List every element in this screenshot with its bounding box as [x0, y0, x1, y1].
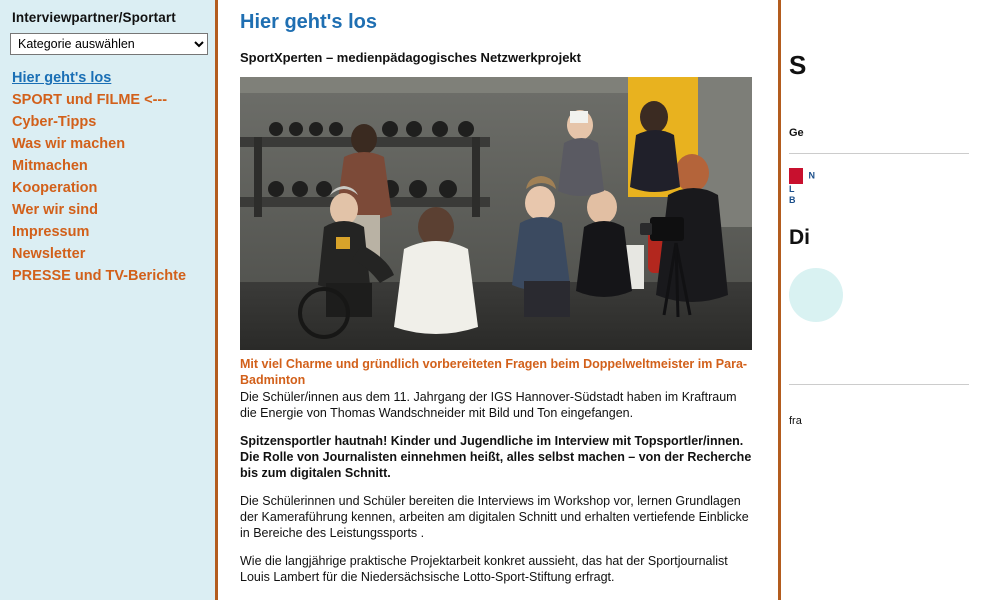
sidebar-link-kooperation[interactable]: Kooperation	[12, 180, 98, 196]
sidebar-link-sport-und-filme[interactable]: SPORT und FILME <---	[12, 92, 168, 108]
sidebar-link-wer-wir-sind[interactable]: Wer wir sind	[12, 202, 98, 218]
article-paragraph-4: Wie die langjährige praktische Projektarbeit konkret aussieht, das hat der Sportjournalist Louis Lambert für die Niedersächsische Lotto-Sport-Stiftung erfragt.	[240, 554, 728, 584]
photo-caption: Mit viel Charme und gründlich vorbereiteten Fragen beim Doppelweltmeister im Para-Badminton	[240, 357, 748, 387]
sidebar-item-mitmachen[interactable]	[12, 157, 205, 175]
logo-swatch-icon	[789, 168, 803, 184]
right-sidebar-footer-text: fra	[789, 415, 802, 427]
project-subheading: SportXperten – medienpädagogisches Netzwerkprojekt	[240, 50, 581, 65]
sidebar-item-was-wir-machen[interactable]	[12, 135, 205, 153]
sidebar-item-newsletter[interactable]	[12, 245, 205, 263]
article-paragraph-2: Spitzensportler hautnah! Kinder und Jugendliche im Interview mit Topsportler/innen. Die Rolle von Journalisten einnehmen heißt, alles selbst machen – von der Recherche bis zum digitalen Schnitt.	[240, 434, 752, 480]
main-content	[218, 0, 778, 600]
right-sidebar	[778, 0, 816, 600]
sidebar-link-impressum[interactable]: Impressum	[12, 224, 90, 240]
logo-line-3: B	[789, 195, 796, 205]
page-title: Hier geht's los	[240, 11, 378, 33]
right-sidebar-subheading: Di	[789, 226, 810, 249]
lotto-sport-stiftung-logo	[789, 168, 989, 206]
sidebar-item-hier-gehts-los[interactable]	[12, 69, 205, 87]
kategorie-select-wrap	[10, 33, 205, 55]
sidebar-link-newsletter[interactable]: Newsletter	[12, 246, 86, 262]
sidebar-link-was-wir-machen[interactable]: Was wir machen	[12, 136, 126, 152]
right-sidebar-badge-icon	[789, 268, 843, 322]
sidebar-link-mitmachen[interactable]: Mitmachen	[12, 158, 88, 174]
sidebar-link-cyber-tipps[interactable]: Cyber-Tipps	[12, 114, 97, 130]
sidebar-item-presse-und-tv-berichte[interactable]	[12, 267, 205, 285]
right-sidebar-heading: S	[789, 50, 807, 80]
sidebar-item-impressum[interactable]	[12, 223, 205, 241]
sidebar-item-sport-und-filme[interactable]	[12, 91, 205, 109]
kategorie-select[interactable]	[10, 33, 208, 55]
right-sidebar-label: Ge	[789, 127, 804, 139]
sidebar-title: Interviewpartner/Sportart	[12, 10, 176, 25]
logo-line-1: N	[808, 170, 816, 181]
photo-illustration	[240, 77, 752, 350]
article-paragraph-1: Die Schüler/innen aus dem 11. Jahrgang der IGS Hannover-Südstadt haben im Kraftraum die Energie von Thomas Wandschneider mit Bild und Ton eingefangen.	[240, 390, 737, 420]
sidebar-item-cyber-tipps[interactable]	[12, 113, 205, 131]
right-sidebar-divider-2	[789, 384, 969, 385]
sidebar-nav	[10, 69, 205, 285]
sidebar-link-presse-und-tv-berichte[interactable]: PRESSE und TV-Berichte	[12, 268, 187, 284]
article-paragraph-3: Die Schülerinnen und Schüler bereiten die Interviews im Workshop vor, lernen Grundlagen der Kameraführung kennen, arbeiten am digitalen Schnitt und erhalten vertiefende Einblicke in Bereiche des Leistungssports .	[240, 494, 749, 540]
logo-line-2: L	[789, 184, 795, 194]
left-sidebar	[0, 0, 218, 600]
article-photo	[240, 77, 752, 350]
right-sidebar-divider	[789, 153, 969, 154]
sidebar-item-kooperation[interactable]	[12, 179, 205, 197]
right-sidebar-inner	[789, 0, 989, 427]
sidebar-link-hier-gehts-los[interactable]: Hier geht's los	[12, 70, 112, 86]
sidebar-item-wer-wir-sind[interactable]	[12, 201, 205, 219]
